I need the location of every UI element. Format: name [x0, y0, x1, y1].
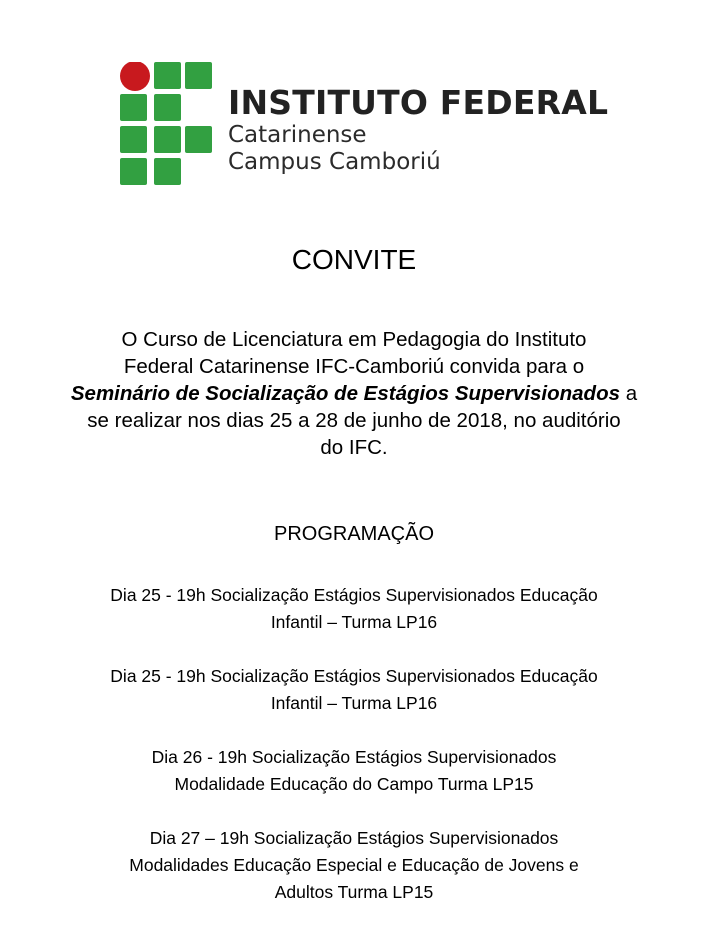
program-item-line: Infantil – Turma LP16 — [270, 612, 438, 632]
program-item-line: Adultos Turma LP15 — [274, 882, 434, 902]
logo-square — [120, 94, 147, 121]
logo-square — [120, 158, 147, 185]
if-logo-mark-icon — [120, 62, 212, 186]
logo-square — [185, 62, 212, 89]
program-item-line: Dia 25 - 19h Socialização Estágios Supervisionados Educação — [110, 666, 598, 686]
intro-line: Federal Catarinense IFC-Camboriú convida para o — [123, 355, 585, 378]
intro-line-tail: a — [620, 382, 638, 405]
logo-square — [120, 126, 147, 153]
section-title: PROGRAMAÇÃO — [273, 523, 435, 545]
logo-square — [154, 158, 181, 185]
program-item — [40, 825, 668, 906]
logo-red-circle — [120, 62, 150, 91]
logo-campus: Campus Camboriú — [228, 149, 441, 175]
intro-line: do IFC. — [320, 436, 388, 459]
logo-title: INSTITUTO FEDERAL — [228, 83, 609, 122]
intro-line — [40, 380, 668, 407]
program-list — [40, 582, 668, 933]
logo-square — [154, 94, 181, 121]
logo-subtitle: Catarinense — [228, 122, 367, 148]
logo-square — [154, 126, 181, 153]
program-item-line: Infantil – Turma LP16 — [270, 693, 438, 713]
program-item — [40, 663, 668, 717]
logo-text — [228, 84, 608, 176]
program-item-line: Dia 25 - 19h Socialização Estágios Supervisionados Educação — [110, 585, 598, 605]
intro-line: se realizar nos dias 25 a 28 de junho de 2018, no auditório — [87, 409, 621, 432]
program-item — [40, 744, 668, 798]
logo-square — [154, 62, 181, 89]
logo-square — [185, 126, 212, 153]
program-item — [40, 582, 668, 636]
institution-logo — [120, 62, 609, 190]
program-item-line: Dia 26 - 19h Socialização Estágios Supervisionados — [151, 747, 557, 767]
program-item-line: Modalidades Educação Especial e Educação de Jovens e — [129, 855, 579, 875]
page-title: CONVITE — [291, 244, 417, 275]
program-item-line: Dia 27 – 19h Socialização Estágios Supervisionados — [149, 828, 559, 848]
intro-paragraph — [40, 326, 668, 461]
event-name: Seminário de Socialização de Estágios Supervisionados — [70, 382, 621, 405]
program-item-line: Modalidade Educação do Campo Turma LP15 — [174, 774, 534, 794]
intro-line: O Curso de Licenciatura em Pedagogia do Instituto — [121, 328, 587, 351]
